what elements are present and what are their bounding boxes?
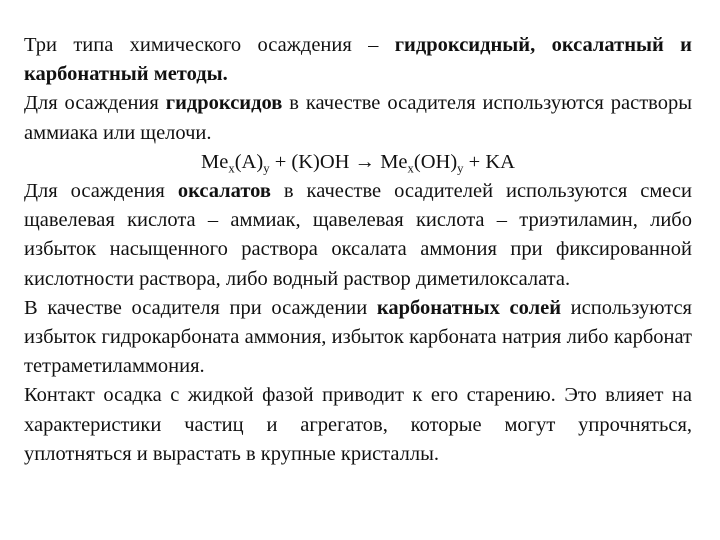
intro-text: Три типа химического осаждения – [24,34,395,56]
oxalate-text-end: в качестве осадителей используются смеси щавелевая кислота – аммиак, щавелевая кислота – триэтиламин, либо избыток насыщенного раствора оксалата аммония при фиксированной кислотности раствора, либо водный раствор диметилоксалата. [24,180,692,290]
equation-part: + KA [463,150,515,173]
carbonate-text-end: используются избыток гидрокарбоната аммония, избыток карбоната натрия либо карбонат тетраметиламмония. [24,296,692,378]
aging-text: Контакт осадка с жидкой фазой приводит к его старению. Это влияет на характеристики частиц и агрегатов, которые могут упрочняться, уплотняться и вырастать в крупные кристаллы. [24,384,692,465]
oxalate-term-bold: оксалатов [177,180,271,203]
intro-paragraph [24,31,692,89]
oxalate-text-start: Для осаждения [24,180,178,203]
equation-subscript: x [407,161,414,176]
hydroxide-paragraph [24,89,692,147]
methods-list-bold: гидроксидный, оксалатный и карбонатный методы. [24,34,692,86]
hydroxide-text-start: Для осаждения [24,92,166,115]
aging-paragraph [24,381,692,469]
carbonate-text-start: В качестве осадителя при осаждении [24,296,377,319]
equation-subscript: y [263,161,270,176]
equation-part: (OH) [413,150,458,173]
carbonate-paragraph [24,294,692,382]
hydroxide-text-end: в качестве осадителя используются растворы аммиака или щелочи. [24,92,692,144]
equation-part: (A) [234,150,264,173]
carbonate-term-bold: карбонатных солей [376,296,562,319]
equation-subscript: x [228,161,235,176]
slide-text-body [24,31,692,469]
equation-subscript: y [457,161,464,176]
oxalate-paragraph [24,177,692,294]
reaction-equation [24,148,692,177]
equation-part: + (K)OH → Me [269,150,408,173]
hydroxide-term-bold: гидроксидов [165,92,283,115]
equation-part: Me [201,150,229,173]
